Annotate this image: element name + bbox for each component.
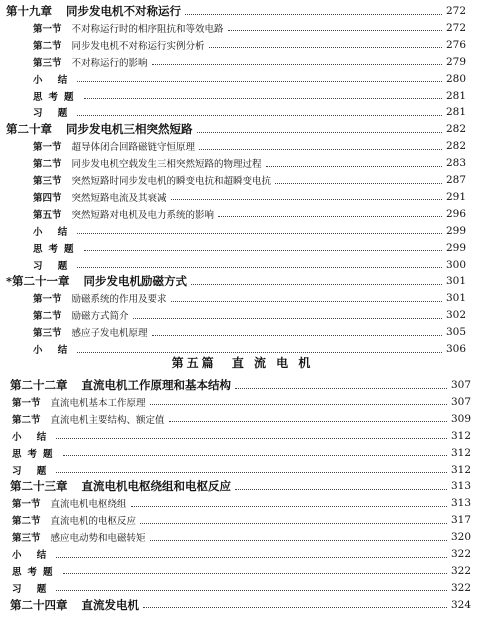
summary-label: 小 结 bbox=[33, 74, 74, 86]
page-number: 299 bbox=[445, 224, 466, 237]
toc-entry-section[interactable] bbox=[0, 188, 485, 206]
leader-dots bbox=[77, 115, 442, 116]
leader-dots bbox=[77, 352, 442, 353]
section-label: 第三节 bbox=[12, 533, 41, 545]
page-number: 281 bbox=[445, 89, 466, 102]
leader-dots bbox=[77, 81, 442, 82]
page-number: 312 bbox=[450, 429, 471, 442]
toc-entry-section[interactable] bbox=[0, 137, 485, 155]
section-label: 第二节 bbox=[33, 311, 62, 323]
page-number: 276 bbox=[445, 38, 466, 51]
section-label: 第二节 bbox=[12, 516, 41, 528]
leader-dots bbox=[131, 506, 447, 507]
leader-dots bbox=[150, 404, 447, 405]
toc-entry-section[interactable] bbox=[0, 528, 485, 546]
page-number: 301 bbox=[445, 292, 466, 305]
toc-entry-section[interactable] bbox=[0, 53, 485, 71]
page-number: 312 bbox=[450, 446, 471, 459]
page-number: 282 bbox=[445, 140, 466, 153]
leader-dots bbox=[185, 14, 442, 15]
toc-entry-summary[interactable] bbox=[0, 427, 485, 445]
leader-dots bbox=[56, 590, 447, 591]
section-label: 第三节 bbox=[33, 57, 62, 69]
toc-entry-section[interactable] bbox=[0, 19, 485, 37]
leader-dots bbox=[266, 166, 442, 167]
part-label: 第五篇 bbox=[171, 356, 217, 370]
page-number: 324 bbox=[450, 598, 471, 611]
section-label: 第二节 bbox=[33, 159, 62, 171]
page-number: 301 bbox=[445, 275, 466, 288]
section-label: 第一节 bbox=[33, 23, 62, 35]
leader-dots bbox=[56, 438, 447, 439]
leader-dots bbox=[152, 335, 442, 336]
chapter-label: 第二十四章 bbox=[10, 597, 68, 612]
leader-dots bbox=[169, 421, 447, 422]
section-label: 第二节 bbox=[33, 40, 62, 52]
section-title: 感应电动势和电磁转矩 bbox=[50, 533, 146, 545]
summary-label: 思考题 bbox=[12, 566, 59, 578]
toc-entry-section[interactable] bbox=[0, 511, 485, 529]
page-number: 296 bbox=[445, 207, 466, 220]
toc-entry-chapter[interactable] bbox=[0, 376, 485, 394]
section-title: 不对称运行的影响 bbox=[71, 57, 148, 69]
page-number: 307 bbox=[450, 395, 471, 408]
section-title: 励磁系统的作用及要求 bbox=[71, 294, 167, 306]
page-number: 320 bbox=[450, 531, 471, 544]
section-label: 第二节 bbox=[12, 414, 41, 426]
page-number: 281 bbox=[445, 106, 466, 119]
leader-dots bbox=[63, 455, 447, 456]
part-title: 直 流 电 机 bbox=[231, 356, 314, 370]
summary-label: 小 结 bbox=[33, 226, 74, 238]
page-number: 313 bbox=[450, 497, 471, 510]
leader-dots bbox=[197, 132, 442, 133]
leader-dots bbox=[56, 472, 447, 473]
section-label: 第三节 bbox=[33, 176, 62, 187]
chapter-label: *第二十一章 bbox=[6, 274, 70, 289]
page-number: 322 bbox=[450, 564, 471, 577]
chapter-title: 直流电机工作原理和基本结构 bbox=[81, 378, 231, 392]
page-number: 279 bbox=[445, 55, 466, 68]
summary-label: 小 结 bbox=[12, 431, 53, 443]
section-label: 第一节 bbox=[33, 142, 62, 154]
chapter-title: 同步发电机不对称运行 bbox=[66, 4, 181, 18]
summary-label: 小 结 bbox=[33, 345, 74, 356]
leader-dots bbox=[228, 30, 442, 31]
leader-dots bbox=[77, 267, 442, 268]
leader-dots bbox=[152, 64, 442, 65]
summary-label: 习 题 bbox=[12, 583, 53, 595]
section-label: 第三节 bbox=[33, 328, 62, 340]
section-label: 第五节 bbox=[33, 209, 62, 221]
toc-entry-section[interactable] bbox=[0, 494, 485, 512]
chapter-label: 第二十三章 bbox=[10, 479, 68, 494]
leader-dots bbox=[63, 573, 447, 574]
page-number: 282 bbox=[445, 123, 466, 136]
leader-dots bbox=[199, 149, 442, 150]
leader-dots bbox=[150, 540, 447, 541]
leader-dots bbox=[84, 98, 442, 99]
toc-entry-summary[interactable] bbox=[0, 239, 485, 257]
section-title: 突然短路时同步发电机的瞬变电抗和超瞬变电抗 bbox=[71, 176, 272, 187]
summary-label: 习 题 bbox=[33, 108, 74, 120]
toc-entry-summary[interactable] bbox=[0, 444, 485, 462]
leader-dots bbox=[235, 388, 447, 389]
summary-label: 思考题 bbox=[12, 448, 59, 460]
leader-dots bbox=[171, 301, 442, 302]
leader-dots bbox=[143, 607, 447, 608]
page-number: 307 bbox=[450, 379, 471, 391]
leader-dots bbox=[191, 284, 442, 285]
page-number: 300 bbox=[445, 258, 466, 271]
leader-dots bbox=[235, 489, 447, 490]
toc-entry-summary[interactable] bbox=[0, 87, 485, 105]
leader-dots bbox=[84, 250, 442, 251]
section-title: 同步发电机不对称运行实例分析 bbox=[71, 40, 205, 52]
chapter-title: 同步发电机三相突然短路 bbox=[66, 122, 193, 137]
section-title: 励磁方式简介 bbox=[71, 311, 129, 323]
page-number: 306 bbox=[445, 343, 466, 355]
leader-dots bbox=[218, 216, 442, 217]
toc-entry-summary[interactable] bbox=[0, 70, 485, 88]
section-title: 同步发电机空载发生三相突然短路的物理过程 bbox=[71, 159, 262, 171]
page-number: 291 bbox=[445, 190, 466, 203]
chapter-title: 同步发电机励磁方式 bbox=[83, 274, 188, 289]
page-number: 322 bbox=[450, 548, 471, 560]
chapter-title: 直流发电机 bbox=[81, 597, 139, 612]
page-number: 272 bbox=[445, 21, 466, 34]
section-label: 第一节 bbox=[12, 397, 41, 409]
section-title: 突然短路电流及其衰减 bbox=[71, 192, 167, 204]
part-heading bbox=[0, 354, 485, 371]
page-number: 280 bbox=[445, 72, 466, 85]
toc-entry-summary[interactable] bbox=[0, 579, 485, 597]
page-number: 299 bbox=[445, 241, 466, 254]
toc-entry-section[interactable] bbox=[0, 393, 485, 411]
page-number: 302 bbox=[445, 309, 466, 322]
toc-entry-chapter[interactable] bbox=[0, 120, 485, 138]
toc-entry-summary[interactable] bbox=[0, 545, 485, 563]
summary-label: 习 题 bbox=[33, 260, 74, 272]
toc-entry-section[interactable] bbox=[0, 154, 485, 172]
chapter-label: 第十九章 bbox=[6, 4, 52, 18]
toc-entry-section[interactable] bbox=[0, 323, 485, 341]
toc-entry-chapter[interactable] bbox=[0, 272, 485, 290]
toc-entry-section[interactable] bbox=[0, 205, 485, 223]
page-number: 287 bbox=[445, 174, 466, 186]
section-title: 直流电机基本工作原理 bbox=[50, 397, 146, 409]
toc-entry-section[interactable] bbox=[0, 36, 485, 54]
toc-entry-summary[interactable] bbox=[0, 256, 485, 274]
toc-entry-section[interactable] bbox=[0, 171, 485, 189]
leader-dots bbox=[133, 318, 442, 319]
section-label: 第四节 bbox=[33, 192, 62, 204]
section-title: 感应子发电机原理 bbox=[71, 328, 148, 340]
leader-dots bbox=[56, 557, 447, 558]
toc-entry-summary[interactable] bbox=[0, 103, 485, 121]
page-number: 272 bbox=[445, 5, 466, 17]
section-title: 突然短路对电机及电力系统的影响 bbox=[71, 209, 215, 221]
toc-entry-summary[interactable] bbox=[0, 562, 485, 580]
page-number: 283 bbox=[445, 157, 466, 170]
page-number: 305 bbox=[445, 326, 466, 339]
section-label: 第一节 bbox=[12, 499, 41, 511]
section-title: 直流电机的电枢反应 bbox=[50, 516, 137, 528]
page-number: 309 bbox=[450, 412, 471, 425]
toc-entry-chapter[interactable] bbox=[0, 2, 485, 20]
toc-entry-section[interactable] bbox=[0, 289, 485, 307]
chapter-label: 第二十章 bbox=[6, 122, 52, 137]
section-label: 第一节 bbox=[33, 294, 62, 306]
page-number: 317 bbox=[450, 514, 471, 527]
chapter-label: 第二十二章 bbox=[10, 378, 68, 392]
toc-entry-chapter[interactable] bbox=[0, 477, 485, 495]
toc-entry-chapter[interactable] bbox=[0, 596, 485, 614]
page-number: 313 bbox=[450, 480, 471, 493]
leader-dots bbox=[77, 233, 442, 234]
section-title: 超导体闭合回路磁链守恒原理 bbox=[71, 142, 196, 154]
section-title: 直流电机主要结构、额定值 bbox=[50, 414, 165, 426]
leader-dots bbox=[209, 47, 442, 48]
page-number: 312 bbox=[450, 463, 471, 476]
toc-entry-summary[interactable] bbox=[0, 461, 485, 479]
leader-dots bbox=[275, 183, 442, 184]
toc-entry-section[interactable] bbox=[0, 410, 485, 428]
chapter-title: 直流电机电枢绕组和电枢反应 bbox=[81, 479, 231, 494]
summary-label: 习 题 bbox=[12, 465, 53, 477]
page-number: 322 bbox=[450, 581, 471, 594]
toc-entry-summary[interactable] bbox=[0, 222, 485, 240]
summary-label: 思考题 bbox=[33, 243, 80, 255]
leader-dots bbox=[140, 523, 447, 524]
leader-dots bbox=[171, 199, 442, 200]
section-title: 不对称运行时的相序阻抗和等效电路 bbox=[71, 23, 224, 35]
toc-entry-section[interactable] bbox=[0, 306, 485, 324]
section-title: 直流电机电枢绕组 bbox=[50, 499, 127, 511]
summary-label: 小 结 bbox=[12, 550, 53, 561]
summary-label: 思考题 bbox=[33, 91, 80, 103]
